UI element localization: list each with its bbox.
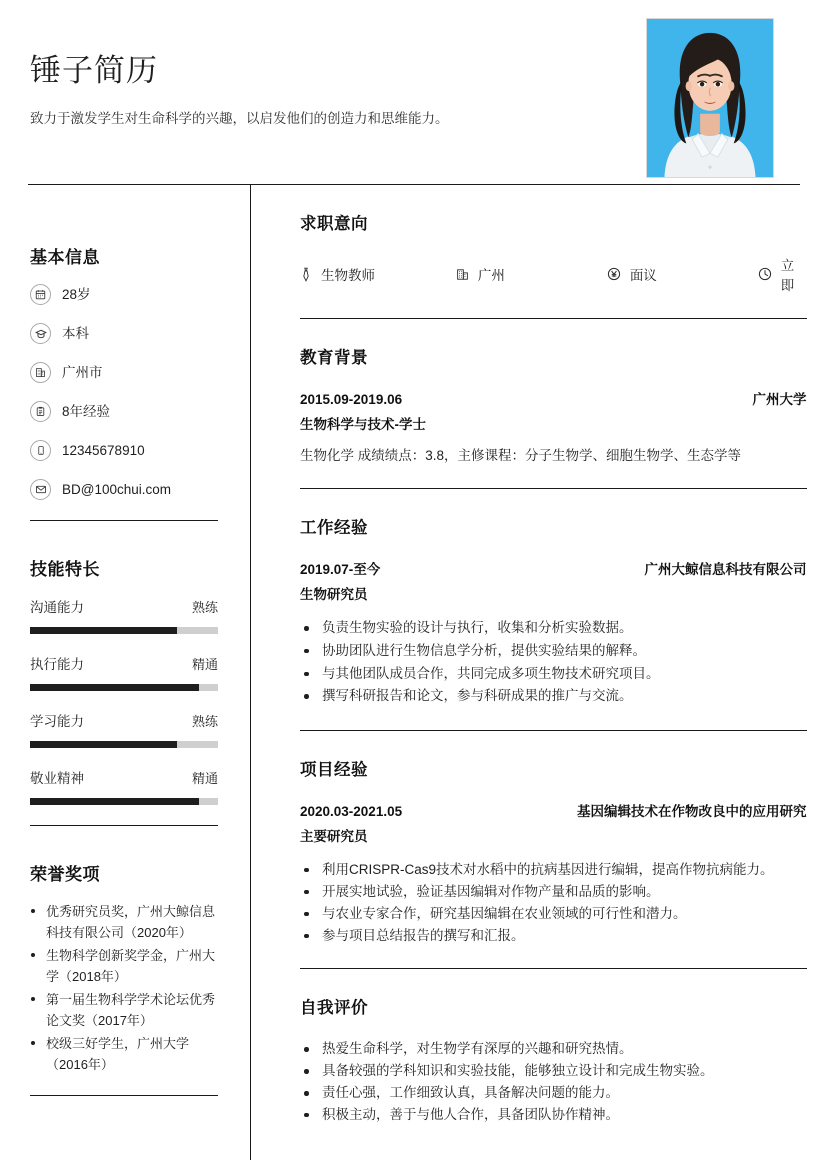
- skill-item: [30, 710, 218, 748]
- info-item-education: [30, 323, 218, 344]
- education-period: 2015.09-2019.06: [300, 392, 403, 407]
- work-experience-section: [300, 489, 807, 730]
- job-intent-heading: 求职意向: [300, 215, 368, 233]
- envelope-icon: [30, 479, 51, 500]
- clipboard-icon: [30, 401, 51, 422]
- work-period: 2019.07-至今: [300, 562, 381, 578]
- list-item: 与农业专家合作，研究基因编辑在农业领域的可行性和潜力。: [300, 903, 807, 925]
- job-intent-salary: [607, 264, 758, 284]
- job-intent-availability: [758, 254, 807, 294]
- self-evaluation-heading: 自我评价: [300, 999, 368, 1018]
- list-item: 积极主动，善于与他人合作，具备团队协作精神。: [300, 1104, 807, 1126]
- info-item-phone: [30, 440, 218, 461]
- list-item: 开展实地试验，验证基因编辑对作物产量和品质的影响。: [300, 881, 807, 903]
- job-intent-label: 生物教师: [321, 268, 375, 283]
- education-major: 生物科学与技术-学士: [300, 417, 426, 432]
- list-item: 协助团队进行生物信息学分析，提供实验结果的解释。: [300, 640, 807, 663]
- building-icon: [30, 362, 51, 383]
- list-item: 撰写科研报告和论文，参与科研成果的推广与交流。: [300, 685, 807, 708]
- skills-heading: 技能特长: [30, 560, 100, 579]
- avatar: [646, 18, 774, 178]
- skill-progress-fill: [30, 741, 177, 748]
- list-item: 与其他团队成员合作，共同完成多项生物技术研究项目。: [300, 663, 807, 686]
- info-item-label: 12345678910: [62, 442, 145, 458]
- tie-icon: [300, 267, 312, 282]
- skill-level: 熟练: [191, 714, 218, 729]
- skill-level: 精通: [191, 657, 218, 672]
- info-item-label: BD@100chui.com: [62, 481, 172, 497]
- column-divider: [250, 185, 251, 1160]
- main-content: [250, 185, 820, 1160]
- work-experience-heading: 工作经验: [300, 519, 368, 538]
- list-item: 利用CRISPR-Cas9技术对水稻中的抗病基因进行编辑，提高作物抗病能力。: [300, 859, 807, 881]
- graduation-cap-icon: [30, 323, 51, 344]
- education-section: [300, 319, 807, 488]
- self-evaluation-section: [300, 969, 807, 1147]
- job-intent-city: [456, 264, 607, 284]
- sidebar-divider: [30, 1095, 218, 1096]
- skill-progress-fill: [30, 627, 177, 634]
- project-period: 2020.03-2021.05: [300, 803, 403, 819]
- basic-info-section: [0, 185, 250, 500]
- info-item-email: [30, 479, 218, 500]
- list-item: 第一届生物科学学术论坛优秀论文奖（2017年）: [30, 989, 218, 1031]
- list-item: 生物科学创新奖学金，广州大学（2018年）: [30, 945, 218, 987]
- skill-progress-track: [30, 627, 218, 634]
- skill-item: [30, 653, 218, 691]
- skill-progress-track: [30, 798, 218, 805]
- skill-item: [30, 596, 218, 634]
- resume-body: [0, 185, 820, 1160]
- info-item-label: 本科: [62, 325, 89, 341]
- job-intent-row: [300, 254, 807, 294]
- honors-heading: 荣誉奖项: [30, 865, 100, 884]
- project-experience-heading: 项目经验: [300, 760, 368, 779]
- list-item: 参与项目总结报告的撰写和汇报。: [300, 925, 807, 947]
- header-subtitle: 致力于激发学生对生命科学的兴趣，以启发他们的创造力和思维能力。: [30, 110, 449, 126]
- list-item: 优秀研究员奖，广州大鲸信息科技有限公司（2020年）: [30, 901, 218, 943]
- honors-section: [0, 826, 250, 1075]
- skill-level: 精通: [191, 771, 218, 786]
- info-item-city: [30, 362, 218, 383]
- work-bullet-list: [300, 617, 807, 708]
- info-item-label: 8年经验: [62, 403, 111, 419]
- calendar-icon: [30, 284, 51, 305]
- skill-name: 敬业精神: [30, 771, 84, 786]
- skill-level: 熟练: [191, 600, 218, 615]
- skill-progress-track: [30, 684, 218, 691]
- phone-icon: [30, 440, 51, 461]
- work-role: 生物研究员: [300, 587, 368, 603]
- job-intent-label: 广州: [477, 268, 505, 283]
- self-evaluation-bullet-list: [300, 1038, 807, 1125]
- work-company: 广州大鲸信息科技有限公司: [644, 562, 807, 578]
- list-item: 责任心强，工作细致认真，具备解决问题的能力。: [300, 1082, 807, 1104]
- honors-list: [30, 901, 218, 1075]
- project-name: 基因编辑技术在作物改良中的应用研究: [577, 803, 807, 819]
- skill-progress-fill: [30, 684, 199, 691]
- project-experience-section: [300, 731, 807, 968]
- info-item-age: [30, 284, 218, 305]
- list-item: 具备较强的学科知识和实验技能，能够独立设计和完成生物实验。: [300, 1060, 807, 1082]
- info-item-label: 广州市: [62, 364, 103, 380]
- skill-progress-fill: [30, 798, 199, 805]
- header-text-group: [30, 52, 630, 129]
- skill-item: [30, 767, 218, 805]
- project-role: 主要研究员: [300, 828, 368, 844]
- education-heading: 教育背景: [300, 349, 368, 367]
- job-intent-label: 面议: [629, 268, 657, 283]
- education-detail: 生物化学 成绩绩点：3.8，主修课程：分子生物学、细胞生物学、生态学等: [300, 448, 742, 463]
- skill-name: 沟通能力: [30, 600, 84, 615]
- clock-icon: [758, 267, 772, 281]
- info-item-label: 28岁: [62, 286, 91, 302]
- building-icon: [456, 268, 469, 281]
- portrait-photo-icon: [647, 19, 773, 177]
- job-intent-label: 立即: [780, 258, 795, 293]
- job-intent-section: [300, 185, 807, 318]
- job-intent-position: [300, 264, 456, 284]
- skill-name: 执行能力: [30, 657, 84, 672]
- list-item: 校级三好学生，广州大学（2016年）: [30, 1033, 218, 1075]
- yen-icon: [607, 267, 621, 281]
- list-item: 负责生物实验的设计与执行，收集和分析实验数据。: [300, 617, 807, 640]
- resume-header: [0, 0, 820, 185]
- project-bullet-list: [300, 859, 807, 946]
- skill-progress-track: [30, 741, 218, 748]
- skills-section: [0, 521, 250, 805]
- info-item-experience: [30, 401, 218, 422]
- basic-info-heading: 基本信息: [30, 248, 100, 267]
- education-school: 广州大学: [752, 392, 807, 407]
- skill-name: 学习能力: [30, 714, 84, 729]
- page-title: 锤子简历: [30, 53, 158, 88]
- sidebar: [0, 185, 250, 1160]
- list-item: 热爱生命科学，对生物学有深厚的兴趣和研究热情。: [300, 1038, 807, 1060]
